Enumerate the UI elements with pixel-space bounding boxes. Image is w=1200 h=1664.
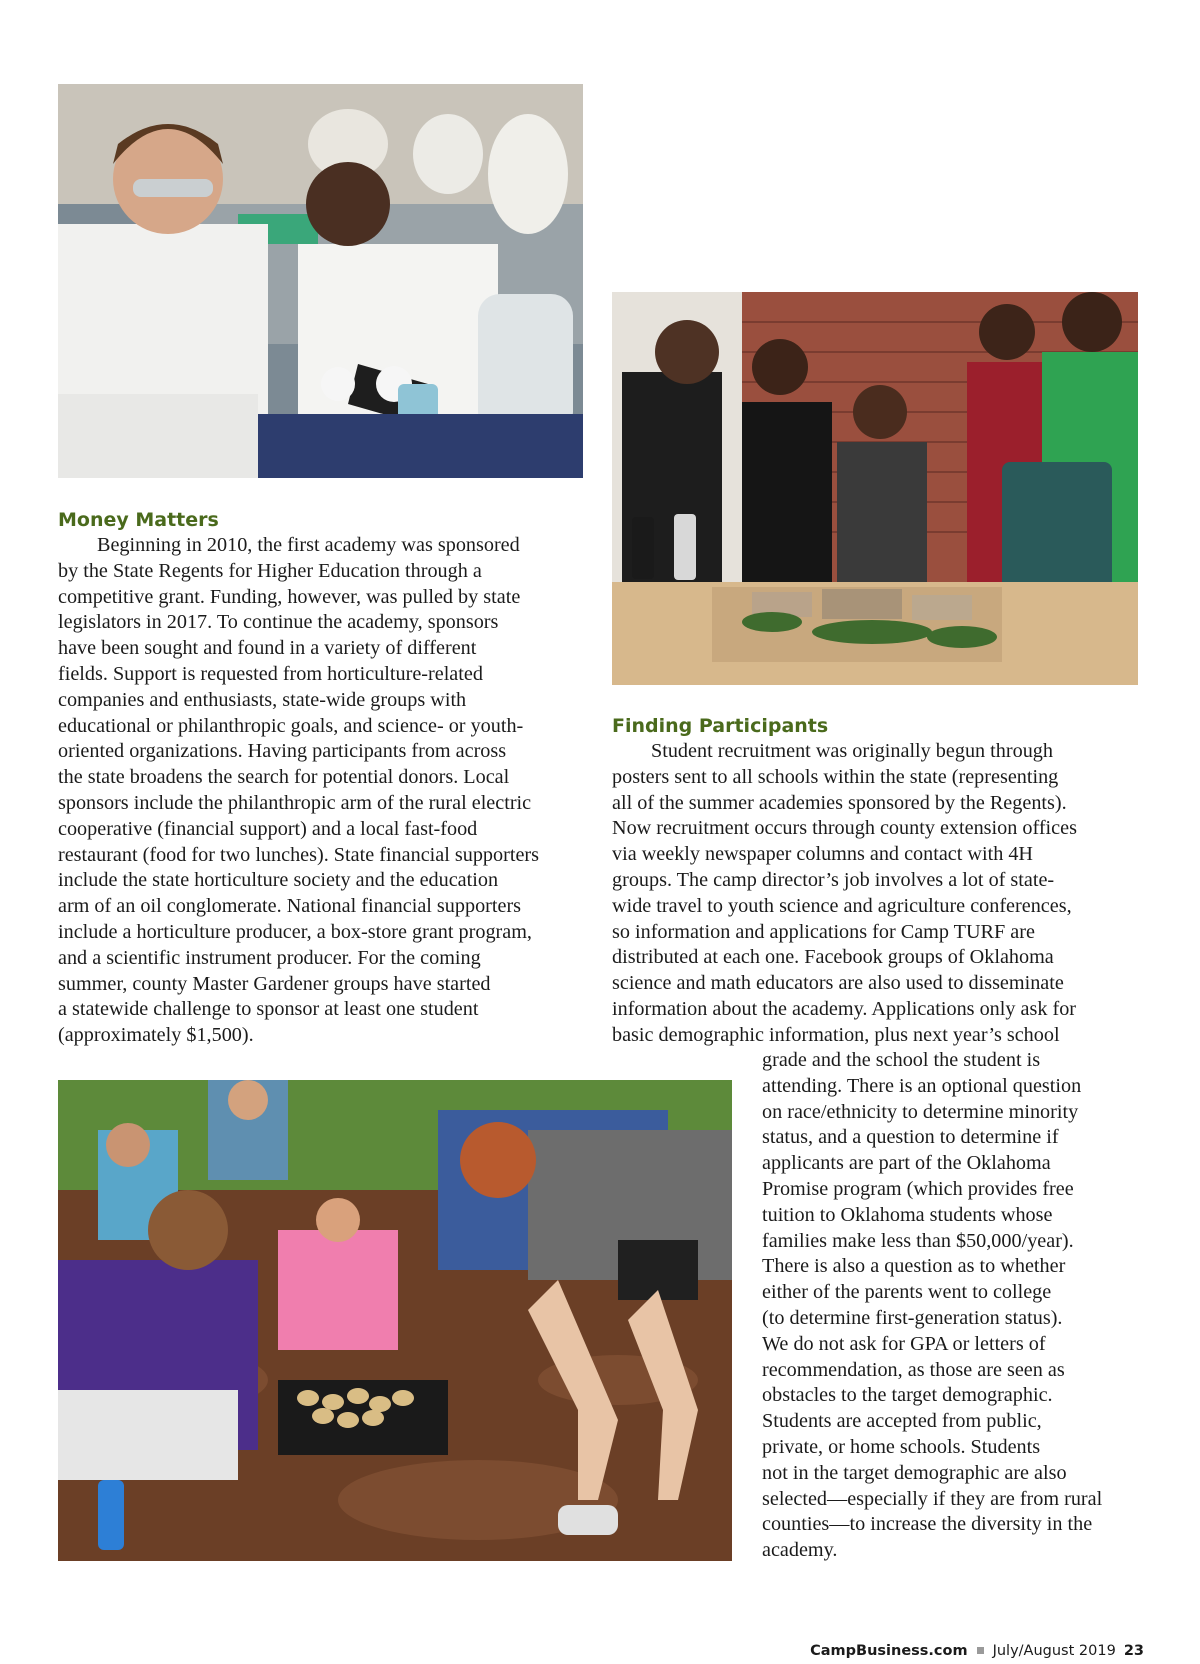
text-line: sponsors include the philanthropic arm of the rural electric [58, 791, 532, 814]
text-line: families make less than $50,000/year). [762, 1229, 1074, 1252]
text-line: via weekly newspaper columns and contact with 4H [612, 843, 1034, 866]
text-line: the state broadens the search for potential donors. Local [58, 766, 510, 789]
text-line: (to determine first-generation status). [762, 1306, 1063, 1329]
text-line: attending. There is an optional question [762, 1074, 1082, 1097]
text-line: selected—especially if they are from rural [762, 1487, 1103, 1510]
finding-participants-body-narrow [762, 1048, 1172, 1564]
text-line: so information and applications for Camp TURF are [612, 920, 1035, 943]
footer-issue: July/August 2019 [992, 1643, 1116, 1659]
text-line: a statewide challenge to sponsor at least one student [58, 998, 479, 1021]
text-line: distributed at each one. Facebook groups of Oklahoma [612, 946, 1054, 969]
text-line: status, and a question to determine if [762, 1126, 1059, 1149]
text-line: on race/ethnicity to determine minority [762, 1100, 1079, 1123]
text-line: counties—to increase the diversity in the [762, 1513, 1093, 1536]
footer-separator [977, 1647, 984, 1654]
text-line: fields. Support is requested from horticulture-related [58, 662, 483, 685]
heading-finding-participants: Finding Participants [612, 715, 829, 737]
text-line: science and math educators are also used to disseminate [612, 972, 1064, 995]
text-line: applicants are part of the Oklahoma [762, 1152, 1051, 1175]
text-line: Beginning in 2010, the first academy was sponsored [97, 534, 520, 556]
text-line: cooperative (financial support) and a local fast-food [58, 817, 478, 840]
text-line: summer, county Master Gardener groups have started [58, 972, 491, 995]
page-number: 23 [1123, 1643, 1144, 1659]
text-line: Now recruitment occurs through county extension offices [612, 817, 1077, 840]
footer-site-link[interactable]: CampBusiness.com [810, 1643, 968, 1659]
text-line: tuition to Oklahoma students whose [762, 1203, 1053, 1226]
text-line: educational or philanthropic goals, and science- or youth- [58, 714, 524, 737]
photo-students-model [612, 292, 1138, 685]
money-matters-body [58, 533, 588, 1049]
finding-participants-body-top [612, 739, 1172, 1049]
text-line: oriented organizations. Having participants from across [58, 740, 507, 763]
text-line: obstacles to the target demographic. [762, 1384, 1053, 1407]
photo-potato-harvest [58, 1080, 732, 1561]
text-line: arm of an oil conglomerate. National financial supporters [58, 895, 522, 918]
text-line: include a horticulture producer, a box-store grant program, [58, 920, 532, 943]
text-line: by the State Regents for Higher Education through a [58, 559, 482, 582]
text-line: information about the academy. Applications only ask for [612, 997, 1077, 1020]
text-line: Students are accepted from public, [762, 1410, 1042, 1433]
text-line: There is also a question as to whether [762, 1255, 1066, 1278]
text-line: posters sent to all schools within the state (representing [612, 765, 1059, 788]
text-line: basic demographic information, plus next year’s school [612, 1023, 1060, 1046]
text-line: Promise program (which provides free [762, 1177, 1074, 1200]
text-line: include the state horticulture society and the education [58, 869, 499, 892]
text-line: academy. [762, 1539, 838, 1562]
text-line: wide travel to youth science and agriculture conferences, [612, 894, 1072, 917]
text-line: and a scientific instrument producer. For the coming [58, 946, 481, 969]
text-line: (approximately $1,500). [58, 1024, 254, 1047]
text-line: legislators in 2017. To continue the academy, sponsors [58, 611, 499, 634]
text-line: We do not ask for GPA or letters of [762, 1332, 1046, 1355]
photo-lab-students [58, 84, 583, 478]
heading-money-matters: Money Matters [58, 509, 219, 531]
text-line: have been sought and found in a variety of different [58, 637, 477, 660]
text-line: companies and enthusiasts, state-wide groups with [58, 688, 467, 711]
text-line: groups. The camp director’s job involves a lot of state- [612, 868, 1055, 891]
text-line: Student recruitment was originally begun through [651, 740, 1053, 762]
text-line: private, or home schools. Students [762, 1435, 1041, 1458]
text-line: either of the parents went to college [762, 1281, 1052, 1304]
text-line: competitive grant. Funding, however, was pulled by state [58, 585, 521, 608]
text-line: not in the target demographic are also [762, 1461, 1067, 1484]
text-line: grade and the school the student is [762, 1049, 1041, 1071]
page-footer [810, 1643, 1144, 1659]
text-line: all of the summer academies sponsored by the Regents). [612, 791, 1067, 814]
text-line: recommendation, as those are seen as [762, 1358, 1065, 1381]
text-line: restaurant (food for two lunches). State financial supporters [58, 843, 539, 866]
